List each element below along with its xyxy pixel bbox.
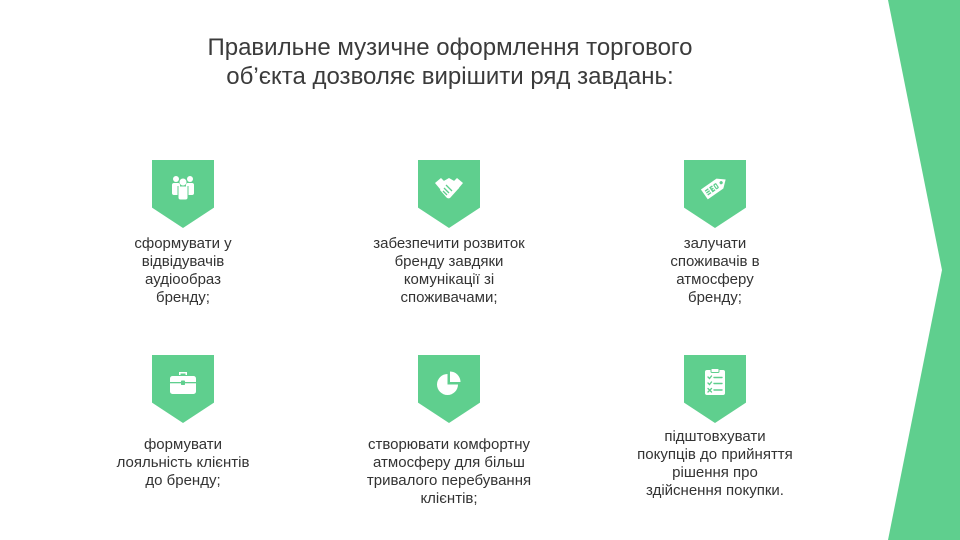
clipboard-checklist-icon (684, 355, 746, 423)
label-line: комунікації зі (403, 271, 495, 288)
label-line: здійснення покупки. (646, 482, 784, 499)
slide-title (150, 33, 750, 91)
task-item-2-label (344, 235, 554, 307)
label-line: підштовхувати (664, 428, 766, 445)
seo-tag-icon (684, 160, 746, 228)
briefcase-icon (152, 355, 214, 423)
label-line: атмосферу (676, 271, 754, 288)
label-line: бренду; (156, 289, 210, 306)
title-line-2: об’єкта дозволяє вирішити ряд завдань: (226, 63, 674, 90)
label-line: створювати комфортну (367, 436, 531, 453)
label-line: клієнтів; (420, 490, 478, 507)
label-line: рішення про (672, 464, 758, 481)
task-item-1-label (78, 235, 288, 307)
right-green-chevron-band (888, 0, 960, 540)
label-line: споживачів в (670, 253, 760, 270)
people-icon (152, 160, 214, 228)
label-line: тривалого перебування (366, 472, 532, 489)
label-line: відвідувачів (141, 253, 225, 270)
label-line: до бренду; (145, 472, 221, 489)
task-item-6-label (610, 428, 820, 500)
label-line: аудіообраз (145, 271, 221, 288)
label-line: лояльність клієнтів (116, 454, 250, 471)
task-item-4-label (78, 436, 288, 490)
label-line: сформувати у (134, 235, 232, 252)
label-line: бренду завдяки (394, 253, 504, 270)
pie-chart-icon (418, 355, 480, 423)
task-item-3-label (610, 235, 820, 307)
label-line: бренду; (688, 289, 742, 306)
label-line: покупців до прийняття (637, 446, 793, 463)
label-line: атмосферу для більш (373, 454, 525, 471)
title-line-1: Правильне музичне оформлення торгового (207, 34, 693, 61)
task-item-5-label (344, 436, 554, 508)
handshake-icon (418, 160, 480, 228)
label-line: споживачами; (400, 289, 498, 306)
label-line: забезпечити розвиток (373, 235, 525, 252)
label-line: формувати (143, 436, 223, 453)
label-line: залучати (683, 235, 747, 252)
